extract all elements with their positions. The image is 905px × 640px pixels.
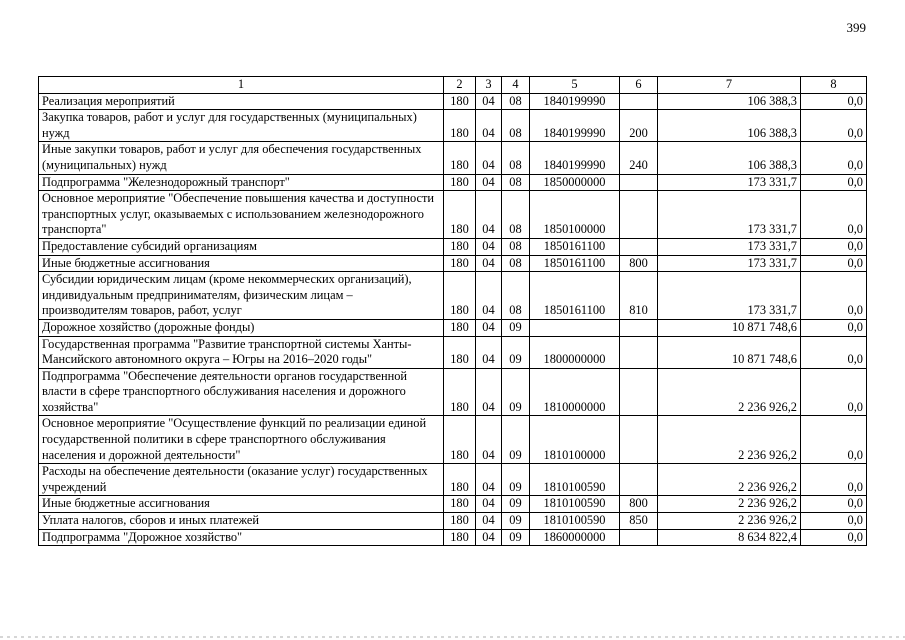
ministry-code-cell: 180 bbox=[444, 368, 476, 416]
amount-2-cell: 0,0 bbox=[801, 142, 867, 174]
amount-2-cell: 0,0 bbox=[801, 336, 867, 368]
section-code-cell: 04 bbox=[476, 336, 502, 368]
page-number: 399 bbox=[846, 20, 866, 35]
ministry-code-cell: 180 bbox=[444, 416, 476, 464]
item-name-cell: Подпрограмма "Дорожное хозяйство" bbox=[39, 529, 444, 546]
amount-2-cell: 0,0 bbox=[801, 464, 867, 496]
amount-cell: 10 871 748,6 bbox=[658, 319, 801, 336]
target-article-cell: 1860000000 bbox=[530, 529, 620, 546]
amount-2-cell: 0,0 bbox=[801, 416, 867, 464]
section-code-cell: 04 bbox=[476, 110, 502, 142]
table-row bbox=[39, 513, 867, 530]
ministry-code-cell: 180 bbox=[444, 191, 476, 239]
subsection-code-cell: 09 bbox=[502, 336, 530, 368]
item-name-cell: Иные закупки товаров, работ и услуг для обеспечения государственных (муниципальных) нужд bbox=[39, 142, 444, 174]
section-code-cell: 04 bbox=[476, 416, 502, 464]
item-name-cell: Дорожное хозяйство (дорожные фонды) bbox=[39, 319, 444, 336]
section-code-cell: 04 bbox=[476, 368, 502, 416]
expense-type-cell: 200 bbox=[620, 110, 658, 142]
table-row bbox=[39, 93, 867, 110]
table-row bbox=[39, 416, 867, 464]
ministry-code-cell: 180 bbox=[444, 513, 476, 530]
target-article-cell: 1810100590 bbox=[530, 464, 620, 496]
amount-cell: 173 331,7 bbox=[658, 191, 801, 239]
header-cell: 6 bbox=[620, 77, 658, 94]
table-row bbox=[39, 142, 867, 174]
expense-type-cell bbox=[620, 336, 658, 368]
target-article-cell: 1810100590 bbox=[530, 513, 620, 530]
target-article-cell: 1850161100 bbox=[530, 255, 620, 272]
header-cell: 3 bbox=[476, 77, 502, 94]
section-code-cell: 04 bbox=[476, 191, 502, 239]
expense-type-cell: 240 bbox=[620, 142, 658, 174]
subsection-code-cell: 09 bbox=[502, 319, 530, 336]
item-name-cell: Реализация мероприятий bbox=[39, 93, 444, 110]
expense-type-cell bbox=[620, 416, 658, 464]
amount-2-cell: 0,0 bbox=[801, 496, 867, 513]
table-row bbox=[39, 191, 867, 239]
header-cell: 2 bbox=[444, 77, 476, 94]
expense-type-cell bbox=[620, 464, 658, 496]
ministry-code-cell: 180 bbox=[444, 255, 476, 272]
section-code-cell: 04 bbox=[476, 272, 502, 320]
subsection-code-cell: 09 bbox=[502, 496, 530, 513]
table-row bbox=[39, 336, 867, 368]
table-header-row bbox=[39, 77, 867, 94]
item-name-cell: Подпрограмма "Обеспечение деятельности органов государственной власти в сфере транспортного обслуживания населения и дорожного хозяйства" bbox=[39, 368, 444, 416]
amount-cell: 106 388,3 bbox=[658, 110, 801, 142]
header-cell: 1 bbox=[39, 77, 444, 94]
amount-cell: 2 236 926,2 bbox=[658, 496, 801, 513]
item-name-cell: Расходы на обеспечение деятельности (оказание услуг) государственных учреждений bbox=[39, 464, 444, 496]
table-row bbox=[39, 255, 867, 272]
ministry-code-cell: 180 bbox=[444, 110, 476, 142]
ministry-code-cell: 180 bbox=[444, 496, 476, 513]
section-code-cell: 04 bbox=[476, 142, 502, 174]
amount-cell: 2 236 926,2 bbox=[658, 513, 801, 530]
budget-table bbox=[38, 76, 867, 546]
section-code-cell: 04 bbox=[476, 513, 502, 530]
subsection-code-cell: 08 bbox=[502, 238, 530, 255]
item-name-cell: Основное мероприятие "Осуществление функций по реализации единой государственной политики в сфере транспортного обслуживания населения и дорожной деятельности" bbox=[39, 416, 444, 464]
item-name-cell: Иные бюджетные ассигнования bbox=[39, 255, 444, 272]
target-article-cell: 1800000000 bbox=[530, 336, 620, 368]
section-code-cell: 04 bbox=[476, 238, 502, 255]
amount-2-cell: 0,0 bbox=[801, 513, 867, 530]
target-article-cell: 1810100590 bbox=[530, 496, 620, 513]
expense-type-cell bbox=[620, 529, 658, 546]
item-name-cell: Закупка товаров, работ и услуг для государственных (муниципальных) нужд bbox=[39, 110, 444, 142]
subsection-code-cell: 08 bbox=[502, 272, 530, 320]
amount-2-cell: 0,0 bbox=[801, 272, 867, 320]
amount-cell: 173 331,7 bbox=[658, 238, 801, 255]
target-article-cell: 1850000000 bbox=[530, 174, 620, 191]
section-code-cell: 04 bbox=[476, 93, 502, 110]
table-row bbox=[39, 529, 867, 546]
ministry-code-cell: 180 bbox=[444, 93, 476, 110]
amount-cell: 106 388,3 bbox=[658, 142, 801, 174]
section-code-cell: 04 bbox=[476, 464, 502, 496]
amount-cell: 173 331,7 bbox=[658, 272, 801, 320]
section-code-cell: 04 bbox=[476, 496, 502, 513]
table-row bbox=[39, 496, 867, 513]
subsection-code-cell: 08 bbox=[502, 93, 530, 110]
table-row bbox=[39, 110, 867, 142]
table-row bbox=[39, 174, 867, 191]
subsection-code-cell: 09 bbox=[502, 464, 530, 496]
amount-2-cell: 0,0 bbox=[801, 319, 867, 336]
subsection-code-cell: 09 bbox=[502, 529, 530, 546]
item-name-cell: Подпрограмма "Железнодорожный транспорт" bbox=[39, 174, 444, 191]
expense-type-cell bbox=[620, 191, 658, 239]
ministry-code-cell: 180 bbox=[444, 272, 476, 320]
subsection-code-cell: 08 bbox=[502, 255, 530, 272]
target-article-cell: 1840199990 bbox=[530, 93, 620, 110]
table-row bbox=[39, 238, 867, 255]
expense-type-cell: 800 bbox=[620, 255, 658, 272]
amount-cell: 10 871 748,6 bbox=[658, 336, 801, 368]
header-cell: 7 bbox=[658, 77, 801, 94]
amount-2-cell: 0,0 bbox=[801, 255, 867, 272]
target-article-cell: 1840199990 bbox=[530, 142, 620, 174]
item-name-cell: Иные бюджетные ассигнования bbox=[39, 496, 444, 513]
scan-edge bbox=[0, 636, 905, 638]
section-code-cell: 04 bbox=[476, 529, 502, 546]
subsection-code-cell: 08 bbox=[502, 110, 530, 142]
amount-2-cell: 0,0 bbox=[801, 191, 867, 239]
subsection-code-cell: 08 bbox=[502, 191, 530, 239]
item-name-cell: Государственная программа "Развитие транспортной системы Ханты-Мансийского автономного округа – Югры на 2016–2020 годы" bbox=[39, 336, 444, 368]
expense-type-cell bbox=[620, 319, 658, 336]
target-article-cell: 1850100000 bbox=[530, 191, 620, 239]
amount-2-cell: 0,0 bbox=[801, 368, 867, 416]
target-article-cell: 1850161100 bbox=[530, 272, 620, 320]
amount-2-cell: 0,0 bbox=[801, 529, 867, 546]
ministry-code-cell: 180 bbox=[444, 319, 476, 336]
item-name-cell: Уплата налогов, сборов и иных платежей bbox=[39, 513, 444, 530]
subsection-code-cell: 08 bbox=[502, 174, 530, 191]
amount-2-cell: 0,0 bbox=[801, 174, 867, 191]
amount-cell: 106 388,3 bbox=[658, 93, 801, 110]
expense-type-cell bbox=[620, 93, 658, 110]
table-row bbox=[39, 368, 867, 416]
section-code-cell: 04 bbox=[476, 174, 502, 191]
section-code-cell: 04 bbox=[476, 319, 502, 336]
table-row bbox=[39, 272, 867, 320]
ministry-code-cell: 180 bbox=[444, 142, 476, 174]
target-article-cell: 1850161100 bbox=[530, 238, 620, 255]
ministry-code-cell: 180 bbox=[444, 464, 476, 496]
item-name-cell: Субсидии юридическим лицам (кроме некоммерческих организаций), индивидуальным предпринимателям, физическим лицам – производителям товаров, работ, услуг bbox=[39, 272, 444, 320]
expense-type-cell bbox=[620, 368, 658, 416]
ministry-code-cell: 180 bbox=[444, 238, 476, 255]
amount-cell: 2 236 926,2 bbox=[658, 368, 801, 416]
header-cell: 5 bbox=[530, 77, 620, 94]
header-cell: 4 bbox=[502, 77, 530, 94]
subsection-code-cell: 09 bbox=[502, 368, 530, 416]
expense-type-cell: 800 bbox=[620, 496, 658, 513]
subsection-code-cell: 09 bbox=[502, 513, 530, 530]
expense-type-cell bbox=[620, 174, 658, 191]
section-code-cell: 04 bbox=[476, 255, 502, 272]
ministry-code-cell: 180 bbox=[444, 336, 476, 368]
expense-type-cell: 810 bbox=[620, 272, 658, 320]
amount-cell: 8 634 822,4 bbox=[658, 529, 801, 546]
amount-cell: 173 331,7 bbox=[658, 255, 801, 272]
target-article-cell bbox=[530, 319, 620, 336]
ministry-code-cell: 180 bbox=[444, 174, 476, 191]
target-article-cell: 1810100000 bbox=[530, 416, 620, 464]
expense-type-cell: 850 bbox=[620, 513, 658, 530]
subsection-code-cell: 08 bbox=[502, 142, 530, 174]
amount-2-cell: 0,0 bbox=[801, 238, 867, 255]
expense-type-cell bbox=[620, 238, 658, 255]
amount-2-cell: 0,0 bbox=[801, 110, 867, 142]
item-name-cell: Основное мероприятие "Обеспечение повышения качества и доступности транспортных услуг, оказываемых с использованием железнодорожного транспорта" bbox=[39, 191, 444, 239]
amount-cell: 2 236 926,2 bbox=[658, 464, 801, 496]
table-row bbox=[39, 464, 867, 496]
header-cell: 8 bbox=[801, 77, 867, 94]
amount-cell: 2 236 926,2 bbox=[658, 416, 801, 464]
amount-2-cell: 0,0 bbox=[801, 93, 867, 110]
item-name-cell: Предоставление субсидий организациям bbox=[39, 238, 444, 255]
target-article-cell: 1840199990 bbox=[530, 110, 620, 142]
subsection-code-cell: 09 bbox=[502, 416, 530, 464]
amount-cell: 173 331,7 bbox=[658, 174, 801, 191]
target-article-cell: 1810000000 bbox=[530, 368, 620, 416]
ministry-code-cell: 180 bbox=[444, 529, 476, 546]
table-row bbox=[39, 319, 867, 336]
